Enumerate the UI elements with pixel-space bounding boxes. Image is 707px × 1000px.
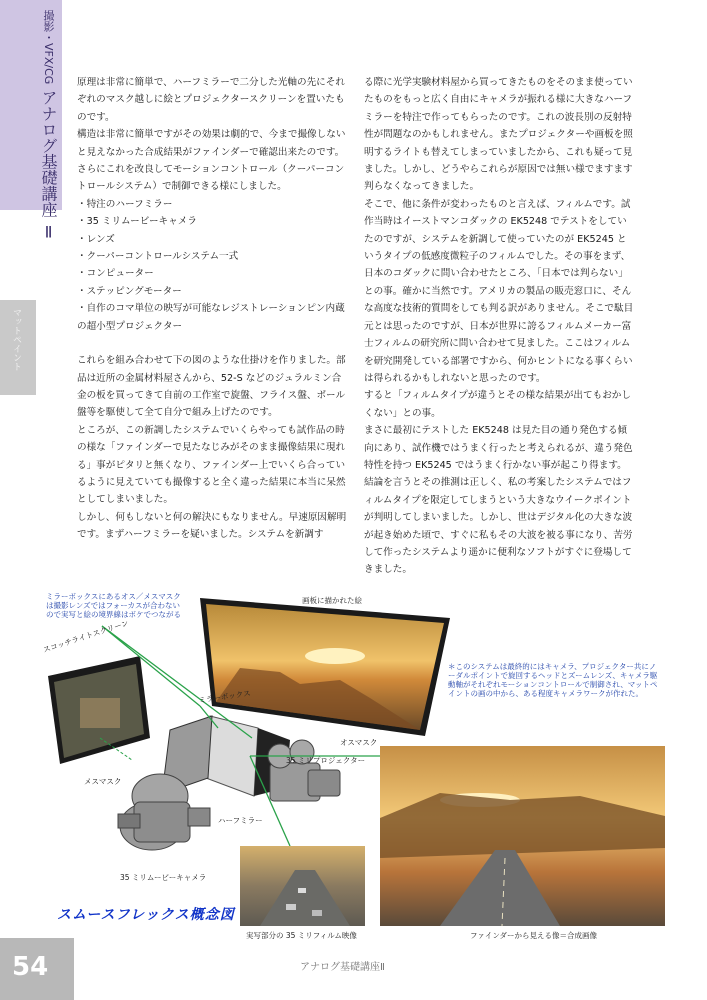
half-mirror-label: ハーフミラー	[218, 816, 263, 825]
running-footer: アナログ基礎講座Ⅱ	[300, 962, 385, 973]
composite-caption: ファインダーから見える像＝合成画像	[470, 931, 598, 940]
list-item: ・コンピューター	[77, 268, 154, 280]
chapter-tab	[0, 0, 62, 242]
section-tab-label: マットペイント	[11, 308, 21, 371]
female-mask-label: メスマスク	[84, 777, 122, 786]
screen-label: スコッチライトスクリーン	[42, 618, 130, 655]
camera-label: 35 ミリムービーキャメラ	[120, 873, 207, 882]
composite-image	[380, 746, 665, 926]
list-item: ・35 ミリムービーキャメラ	[77, 216, 197, 228]
live-action-caption: 実写部分の 35 ミリフィルム映像	[246, 931, 357, 940]
male-mask-label: オスマスク	[340, 738, 378, 747]
paragraph: しかし、何もしないと何の解決にもなりません。早速原因解明です。まずハーフミラーを疑いました。システムを新調す	[77, 511, 347, 541]
chapter-main-title: アナログ基礎講座 Ⅱ	[39, 89, 58, 242]
figure-title: スムースフレックス概念図	[57, 907, 235, 923]
paragraph: 原理は非常に簡単で、ハーフミラーで二分した光軸の先にそれぞれのマスク越しに絵とプロジェクタースクリーンを置いたものです。	[77, 77, 345, 123]
list-item: ・レンズ	[77, 233, 115, 245]
paragraph: る際に光学実験材料屋から買ってきたものをそのまま使っていたものをもっと広く自由にキャメラが振れる様に大きなハーフミラーを特注で作ってもらったのです。これの波長別の反射特性が問題なのかもしれません。またプロジェクターや画板を照明するライトも替えてしまっていましたから、これも疑って見ました。しかし、どうやらこれらが原因では無い様でますます判らなくなってきました。	[364, 77, 633, 193]
mask-note: ミラーボックスにあるオス／メスマスクは撮影レンズではフォーカスが合わないので実写と絵の境界線はボケでつながる	[46, 592, 181, 619]
list-item: ・特注のハーフミラー	[77, 198, 173, 210]
paragraph-gap	[77, 335, 347, 352]
paragraph: ところが、この新調したシステムでいくらやっても試作品の時の様な「ファインダーで見たなじみがそのまま撮像結果に現れる」事がピタリと無くなり、ファインダー上でいくら合っているように見えていても撮像すると全く違った結果に本当に呆然としてしまいました。	[77, 424, 346, 506]
page-number-box	[0, 938, 74, 1000]
paragraph: さらにこれを改良してモーションコントロール（クーパーコントロールシステム）で制御できる様にしました。	[77, 164, 345, 193]
projector-label: 35 ミリプロジェクター	[286, 756, 366, 765]
live-action-image	[240, 846, 365, 926]
list-item: ・ステッピングモーター	[77, 285, 182, 297]
painting-label: 画板に描かれた絵	[302, 596, 362, 605]
chapter-title	[4, 10, 58, 242]
paragraph: これらを組み合わせて下の図のような仕掛けを作りました。部品は近所の金属材料屋さんから、52-S などのジュラルミン合金の板を買ってきて自前の工作室で旋盤、フライス盤、ボール盤等を駆使して全て自分で組み上げたのです。	[77, 355, 346, 419]
chapter-subtitle: 撮影・VFX/CG	[42, 10, 55, 85]
page-number: 54	[12, 952, 49, 982]
list-item: ・自作のコマ単位の映写が可能なレジストレーションピン内蔵の超小型プロジェクター	[77, 303, 345, 332]
paragraph: 構造は非常に簡単ですがその効果は劇的で、今まで撮像しないと見えなかった合成結果がファインダーで確認出来たのです。	[77, 129, 346, 158]
section-tab	[0, 300, 36, 395]
right-column	[364, 74, 634, 579]
left-column	[77, 74, 347, 544]
list-item: ・クーパーコントロールシステム一式	[77, 251, 239, 263]
system-note: ＊このシステムは最終的にはキャメラ、プロジェクター共にノーダルポイントで旋回するヘッドとズームレンズ、キャメラ駆動軸がそれぞれモーションコントロールで制御され、マットペイントの画の中から、ある程度キャメラワークが作れた。	[448, 662, 658, 698]
mirror-box-label: ミラーボックス	[198, 688, 252, 705]
projector	[268, 740, 340, 801]
paragraph: そこで、他に条件が変わったものと言えば、フィルムです。試作当時はイーストマンコダックの EK5248 でテストをしていたのですが、システムを新調して使っていたのが EK5245 というタイプの低感度微粒子のフィルムでした。その事をまず、日本のコダックに問い合わせたところ、「日本では判らない」との事。確かに当然です。アメリカの製品の販売窓口に、そんな高度な技術的質問をしても判る訳がありません。そこで駄目元とは思ったのですが、日本が世界に誇るフィルムメーカー富士フィルムの研究所に問い合わせて見ました。ここはフィルムを研究開発している部署ですから、何かヒントになる事くらいは得られるかもしれないと思ったのです。	[364, 198, 634, 384]
paragraph: まさに最初にテストした EK5248 は見た目の通り発色する傾向にあり、試作機ではうまく行ったと考えられるが、違う発色特性を持つ EK5245 ではうまく行かない事が起こり得ます。結論を言うとその推測は正しく、私の考案したシステムではフィルムタイプを限定してしまうという大きなウイークポイントが判明してしまいました。しかし、世はデジタル化の大きな波が起き始めた頃で、すぐに私もその大波を被る事になり、苦労して作ったシステムより遥かに便利なソフトがすぐに登場してきました。	[364, 425, 633, 576]
movie-camera	[118, 774, 210, 850]
paragraph: すると「フィルムタイプが違うとその様な結果が出てもおかしくない」との事。	[364, 390, 631, 419]
